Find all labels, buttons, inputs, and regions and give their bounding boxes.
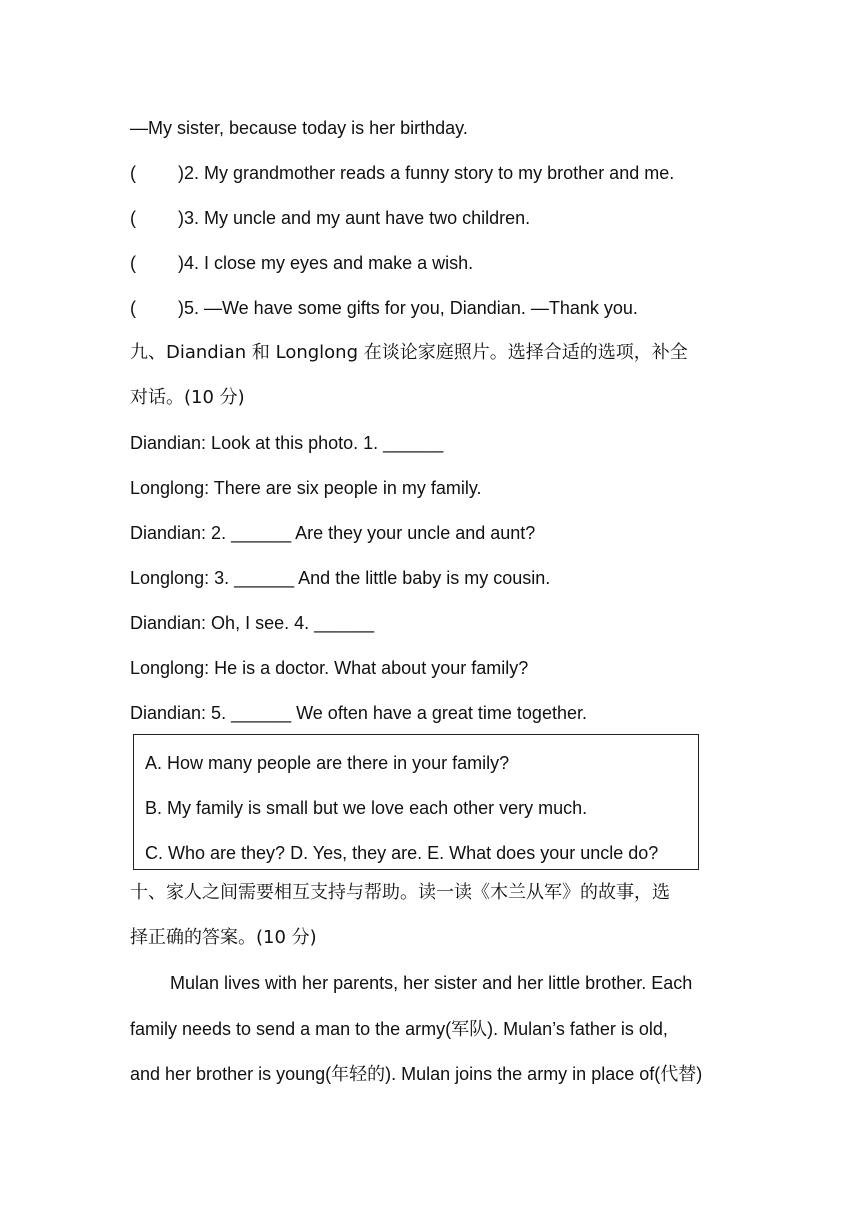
section-9-heading: 九、Diandian 和 Longlong 在谈论家庭照片。选择合适的选项，补全 <box>130 342 688 363</box>
dialogue-line-4: Longlong: 3. ______ And the little baby is my cousin. <box>130 568 551 588</box>
answer-line: —My sister, because today is her birthday. <box>130 118 468 138</box>
answer-bracket: ( <box>130 208 136 228</box>
dialogue-line-6: Longlong: He is a doctor. What about your family? <box>130 658 529 678</box>
dialogue-line-3: Diandian: 2. ______ Are they your uncle and aunt? <box>130 523 536 543</box>
question-item-5 <box>130 296 638 320</box>
answer-bracket: ( <box>130 298 136 318</box>
question-item-2 <box>130 161 674 185</box>
question-text: )2. My grandmother reads a funny story to my brother and me. <box>178 163 675 183</box>
question-text: )4. I close my eyes and make a wish. <box>178 253 474 273</box>
passage-line-3: and her brother is young(年轻的). Mulan joins the army in place of(代替) <box>130 1064 703 1084</box>
section-10-heading: 十、家人之间需要相互支持与帮助。读一读《木兰从军》的故事，选 <box>130 882 670 903</box>
passage-line-1: Mulan lives with her parents, her sister and her little brother. Each <box>170 973 693 993</box>
question-text: )5. —We have some gifts for you, Diandian. —Thank you. <box>178 298 638 318</box>
section-9-heading-cont: 对话。(10 分) <box>130 387 245 408</box>
answer-bracket: ( <box>130 163 136 183</box>
question-item-4 <box>130 251 473 275</box>
question-text: )3. My uncle and my aunt have two children. <box>178 208 531 228</box>
option-c-d-e: C. Who are they? D. Yes, they are. E. What does your uncle do? <box>145 843 659 863</box>
answer-bracket: ( <box>130 253 136 273</box>
dialogue-line-1: Diandian: Look at this photo. 1. ______ <box>130 433 444 453</box>
dialogue-line-7: Diandian: 5. ______ We often have a great time together. <box>130 703 587 723</box>
dialogue-line-5: Diandian: Oh, I see. 4. ______ <box>130 613 375 633</box>
passage-line-2: family needs to send a man to the army(军队). Mulan’s father is old, <box>130 1019 668 1039</box>
question-item-3 <box>130 206 530 230</box>
option-a: A. How many people are there in your family? <box>145 753 510 773</box>
dialogue-line-2: Longlong: There are six people in my family. <box>130 478 482 498</box>
options-box <box>133 734 699 870</box>
section-10-heading-cont: 择正确的答案。(10 分) <box>130 927 317 948</box>
option-b: B. My family is small but we love each other very much. <box>145 798 588 818</box>
